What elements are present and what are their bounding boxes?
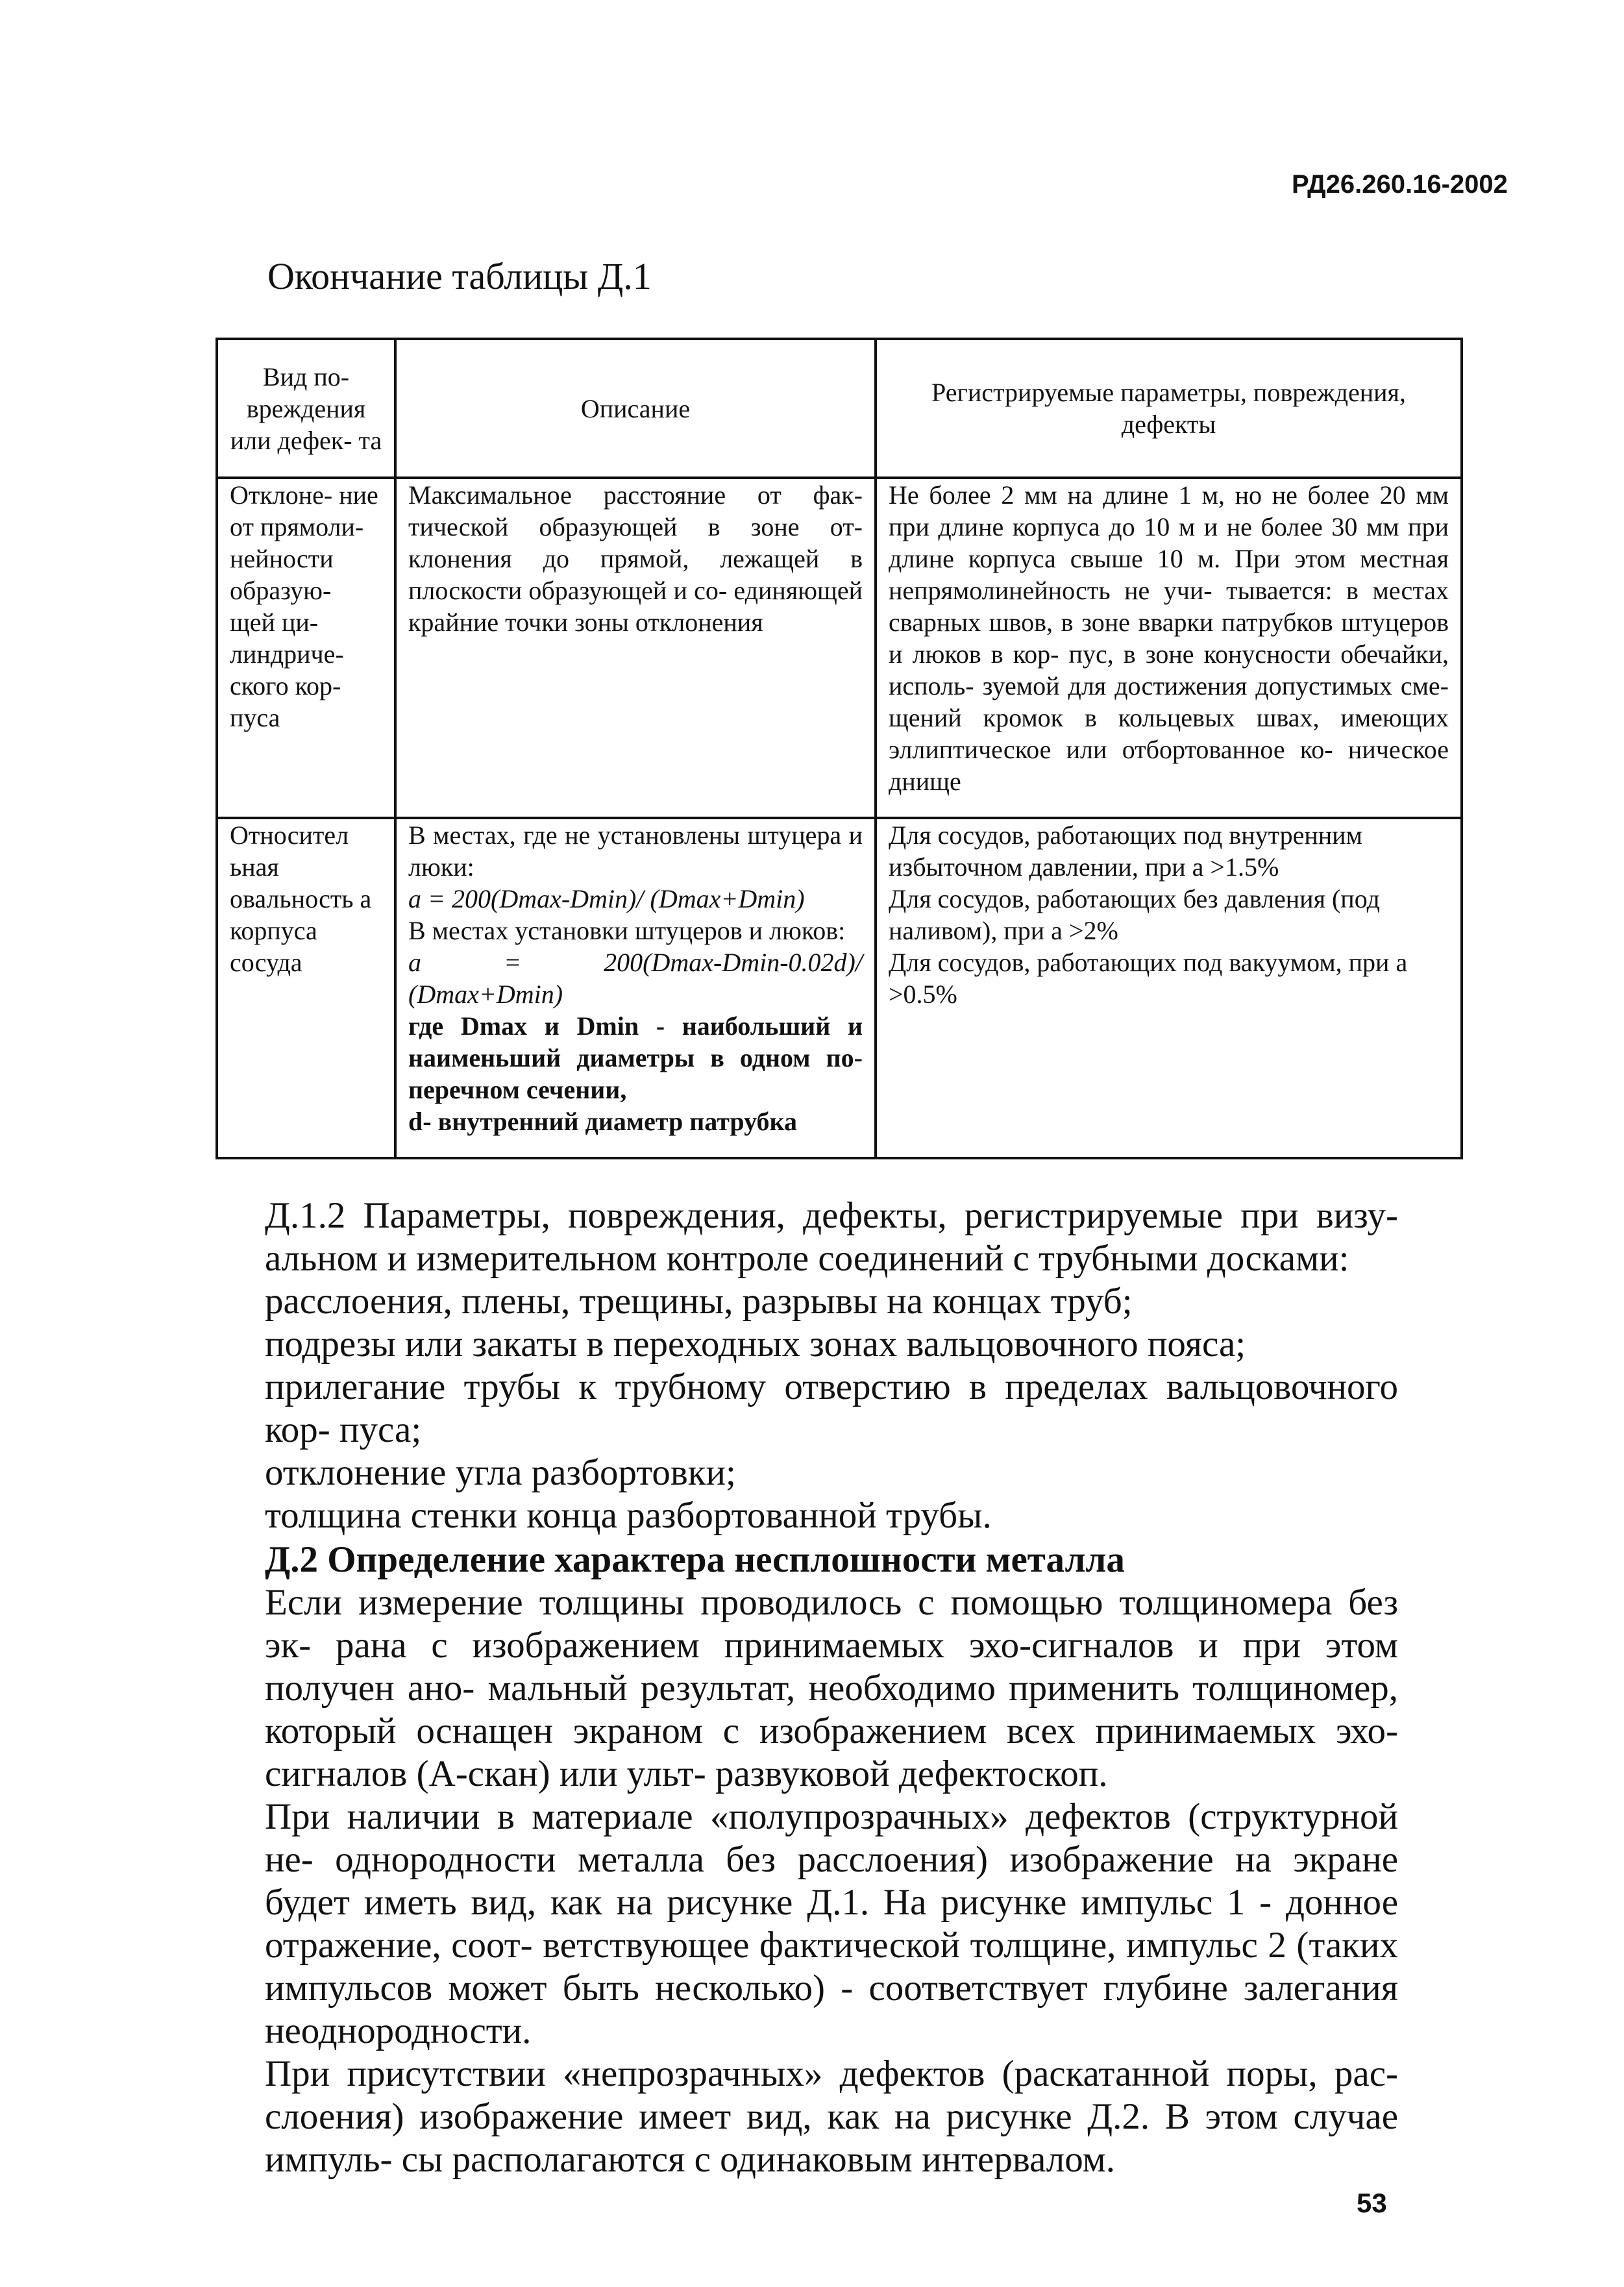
list-item: прилегание трубы к трубному отверстию в пределах вальцовочного кор- пуса; <box>265 1366 1398 1450</box>
description-line: В местах, где не установлены штуцера и люки: <box>408 821 863 882</box>
list-item: толщина стенки конца разбортованной трубы. <box>265 1495 992 1536</box>
table-caption: Окончание таблицы Д.1 <box>267 255 652 297</box>
column-header-defect-type: Вид по- вреждения или дефек- та <box>217 339 395 478</box>
list-item: подрезы или закаты в переходных зонах вальцовочного пояса; <box>265 1324 1246 1365</box>
table-row <box>217 818 1462 1158</box>
document-code: РД26.260.16-2002 <box>1292 170 1508 199</box>
list-item: отклонение угла разбортовки; <box>265 1452 736 1493</box>
defect-type-cell: Относител ьная овальность а корпуса сосуда <box>217 818 395 1158</box>
parameters-cell: Не более 2 мм на длине 1 м, но не более 20 мм при длине корпуса до 10 м и не более 30 мм при длине корпуса свыше 10 м. При этом местная непрямолинейность не учи- тывается: в местах сварных швов, в зоне вварки патрубков штуцеров и люков в кор- пус, в зоне конусности обечайки, исполь- зуемой для достижения допустимых сме- щений кромок в кольцевых швах, имеющих эллиптическое или отбортованное ко- ническое днище <box>876 478 1462 818</box>
section-d12 <box>265 1194 1398 1537</box>
column-header-description: Описание <box>395 339 876 478</box>
parameters-line: Для сосудов, работающих без давления (под наливом), при а >2% <box>889 884 1380 945</box>
description-line: В местах установки штуцеров и люков: <box>408 916 846 945</box>
parameters-line: Для сосудов, работающих под вакуумом, при а >0.5% <box>889 948 1408 1009</box>
section-d2 <box>265 1539 1398 2181</box>
section-heading: Д.2 Определение характера несплошности металла <box>265 1539 1125 1580</box>
formula-line: a = 200(Dmax-Dmin)/ (Dmax+Dmin) <box>408 884 805 913</box>
section-d12-intro: Д.1.2 Параметры, повреждения, дефекты, регистрируемые при визу- альном и измерительном контроле соединений с трубными досками: <box>265 1195 1398 1279</box>
page-number: 53 <box>1357 2188 1387 2218</box>
column-header-parameters: Регистрируемые параметры, повреждения, дефекты <box>876 339 1462 478</box>
list-item: расслоения, плены, трещины, разрывы на концах труб; <box>265 1281 1133 1322</box>
description-cell: Максимальное расстояние от фак- тической образующей в зоне от- клонения до прямой, лежащей в плоскости образующей и со- единяющей крайние точки зоны отклонения <box>395 478 876 818</box>
paragraph: При присутствии «непрозрачных» дефектов (раскатанной поры, рас- слоения) изображение имеет вид, как на рисунке Д.2. В этом случае импуль- сы располагаются с одинаковым интервалом. <box>265 2053 1398 2180</box>
paragraph: Если измерение толщины проводилось с помощью толщиномера без эк- рана с изображением принимаемых эхо-сигналов и при этом получен ано- мальный результат, необходимо применить толщиномер, который оснащен экраном с изображением всех принимаемых эхо-сигналов (А-скан) или ульт- развуковой дефектоскоп. <box>265 1582 1398 1794</box>
formula-line: a = 200(Dmax-Dmin-0.02d)/ (Dmax+Dmin) <box>408 948 863 1009</box>
description-line: d- внутренний диаметр патрубка <box>408 1107 797 1136</box>
table-row <box>217 478 1462 818</box>
defects-table <box>215 338 1463 1159</box>
parameters-line: Для сосудов, работающих под внутренним избыточном давлении, при а >1.5% <box>889 821 1362 882</box>
parameters-cell <box>876 818 1462 1158</box>
paragraph: При наличии в материале «полупрозрачных» дефектов (структурной не- однородности металла без расслоения) изображение на экране будет иметь вид, как на рисунке Д.1. На рисунке импульс 1 - донное отражение, соот- ветствующее фактической толщине, импульс 2 (таких импульсов может быть несколько) - соответствует глубине залегания неоднородности. <box>265 1796 1398 2051</box>
description-line: где Dmax и Dmin - наибольший и наименьший диаметры в одном по- перечном сечении, <box>408 1011 863 1104</box>
table-header-row <box>217 339 1462 478</box>
defect-type-cell: Отклоне- ние от прямоли- нейности образую- щей ци- линдриче- ского кор- пуса <box>217 478 395 818</box>
description-cell <box>395 818 876 1158</box>
